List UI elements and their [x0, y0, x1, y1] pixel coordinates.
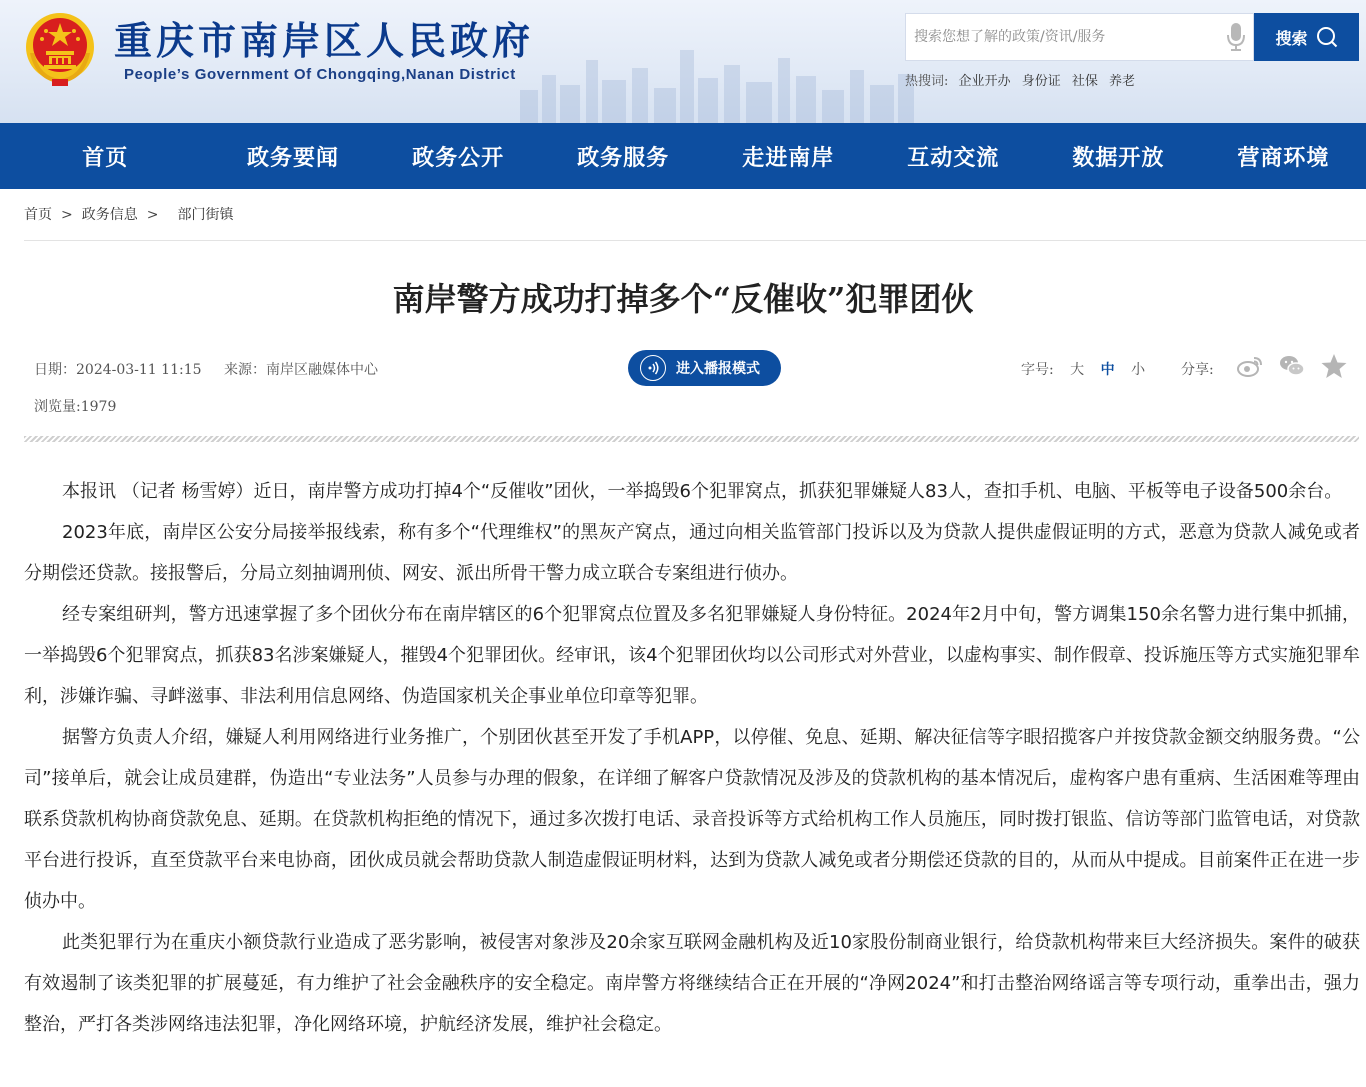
article-paragraph: 2023年底，南岸区公安分局接举报线索，称有多个“代理维权”的黑灰产窝点，通过向相关监管部门投诉以及为贷款人提供虚假证明的方式，恶意为贷款人减免或者分期偿还贷款。接报警后，分局立刻抽调刑侦、网安、派出所骨干警力成立联合专案组进行侦办。	[24, 522, 1360, 584]
article-divider	[24, 436, 1359, 442]
breadcrumb	[24, 204, 233, 224]
font-size-large[interactable]: 大	[1070, 362, 1085, 378]
breadcrumb-separator: >	[61, 207, 73, 223]
share-label: 分享:	[1181, 362, 1214, 378]
search-box	[905, 13, 1254, 61]
article-body	[24, 471, 1360, 1045]
font-size-label: 字号:	[1021, 362, 1054, 378]
article-source: 来源：南岸区融媒体中心	[223, 362, 378, 378]
nav-item-disclosure[interactable]: 政务公开	[412, 144, 505, 171]
article-views: 浏览量:1979	[34, 399, 117, 415]
hot-search-words	[905, 70, 1142, 89]
font-size-small[interactable]: 小	[1131, 362, 1146, 378]
search-button-label: 搜索	[1275, 28, 1308, 48]
breadcrumb-separator: >	[146, 207, 159, 223]
breadcrumb-divider	[24, 240, 1366, 241]
hot-word-link[interactable]: 养老	[1109, 74, 1136, 89]
article-paragraph: 此类犯罪行为在重庆小额贷款行业造成了恶劣影响，被侵害对象涉及20余家互联网金融机构及近10家股份制商业银行，给贷款机构带来巨大经济损失。案件的破获有效遏制了该类犯罪的扩展蔓延，有力维护了社会金融秩序的安全稳定。南岸警方将继续结合正在开展的“净网2024”和打击整治网络谣言等专项行动，重拳出击，强力整治，严打各类涉网络违法犯罪，净化网络环境，护航经济发展，维护社会稳定。	[24, 932, 1360, 1035]
search-button[interactable]	[1254, 13, 1359, 61]
main-nav	[0, 123, 1366, 189]
hot-word-link[interactable]: 企业开办	[958, 74, 1011, 89]
nav-item-services[interactable]: 政务服务	[577, 144, 670, 171]
broadcast-mode-button[interactable]	[628, 350, 781, 386]
hot-search-label: 热搜词:	[905, 74, 949, 89]
site-header	[0, 0, 1366, 123]
search-input[interactable]	[906, 14, 1216, 60]
nav-item-about-nanan[interactable]: 走进南岸	[742, 144, 835, 171]
hot-word-link[interactable]: 社保	[1071, 74, 1098, 89]
article-meta	[34, 359, 396, 379]
breadcrumb-home[interactable]: 首页	[24, 207, 52, 223]
article-title: 南岸警方成功打掉多个“反催收”犯罪团伙	[392, 280, 974, 318]
font-size-medium[interactable]: 中	[1100, 362, 1115, 378]
hot-word-link[interactable]: 身份证	[1021, 74, 1061, 89]
breadcrumb-gov-info[interactable]: 政务信息	[81, 207, 138, 223]
article-paragraph: 据警方负责人介绍，嫌疑人利用网络进行业务推广，个别团伙甚至开发了手机APP，以停催、免息、延期、解决征信等字眼招揽客户并按贷款金额交纳服务费。“公司”接单后，就会让成员建群，伪造出“专业法务”人员参与办理的假象，在详细了解客户贷款情况及涉及的贷款机构的基本情况后，虚构客户患有重病、生活困难等理由联系贷款机构协商贷款免息、延期。在贷款机构拒绝的情况下，通过多次拨打电话、录音投诉等方式给机构工作人员施压，同时拨打银监、信访等部门监管电话，对贷款平台进行投诉，直至贷款平台来电协商，团伙成员就会帮助贷款人制造虚假证明材料，达到为贷款人减免或者分期偿还贷款的目的，从而从中提成。目前案件正在进一步侦办中。	[24, 727, 1360, 912]
nav-item-interaction[interactable]: 互动交流	[907, 144, 1000, 171]
breadcrumb-departments[interactable]: 部门街镇	[177, 207, 234, 223]
national-emblem-logo[interactable]	[22, 9, 98, 87]
article-paragraph: 本报讯 （记者 杨雪婷）近日，南岸警方成功打掉4个“反催收”团伙，一举捣毁6个犯罪窝点，抓获犯罪嫌疑人83人，查扣手机、电脑、平板等电子设备500余台。	[62, 481, 1343, 502]
microphone-icon[interactable]	[1226, 22, 1246, 52]
site-subtitle: People’s Government Of Chongqing,Nanan District	[124, 66, 516, 83]
nav-item-business-environment[interactable]: 营商环境	[1237, 144, 1330, 171]
broadcast-mode-label: 进入播报模式	[676, 361, 760, 377]
nav-item-news[interactable]: 政务要闻	[247, 144, 340, 171]
weibo-icon[interactable]	[1236, 352, 1264, 380]
wechat-icon[interactable]	[1278, 352, 1306, 380]
font-size-selector	[1021, 359, 1145, 379]
search-icon	[1316, 26, 1338, 48]
nav-item-open-data[interactable]: 数据开放	[1072, 144, 1165, 171]
city-skyline-background	[520, 30, 920, 123]
article-date: 日期：2024-03-11 11:15	[34, 362, 202, 378]
nav-item-home[interactable]: 首页	[82, 144, 129, 171]
favorite-star-icon[interactable]	[1320, 352, 1348, 380]
audio-broadcast-icon	[640, 355, 666, 381]
site-title[interactable]: 重庆市南岸区人民政府	[114, 18, 535, 63]
article-paragraph: 经专案组研判，警方迅速掌握了多个团伙分布在南岸辖区的6个犯罪窝点位置及多名犯罪嫌疑人身份特征。2024年2月中旬，警方调集150余名警力进行集中抓捕，一举捣毁6个犯罪窝点，抓获83名涉案嫌疑人，摧毁4个犯罪团伙。经审讯，该4个犯罪团伙均以公司形式对外营业，以虚构事实、制作假章、投诉施压等方式实施犯罪牟利，涉嫌诈骗、寻衅滋事、非法利用信息网络、伪造国家机关企事业单位印章等犯罪。	[24, 604, 1360, 707]
